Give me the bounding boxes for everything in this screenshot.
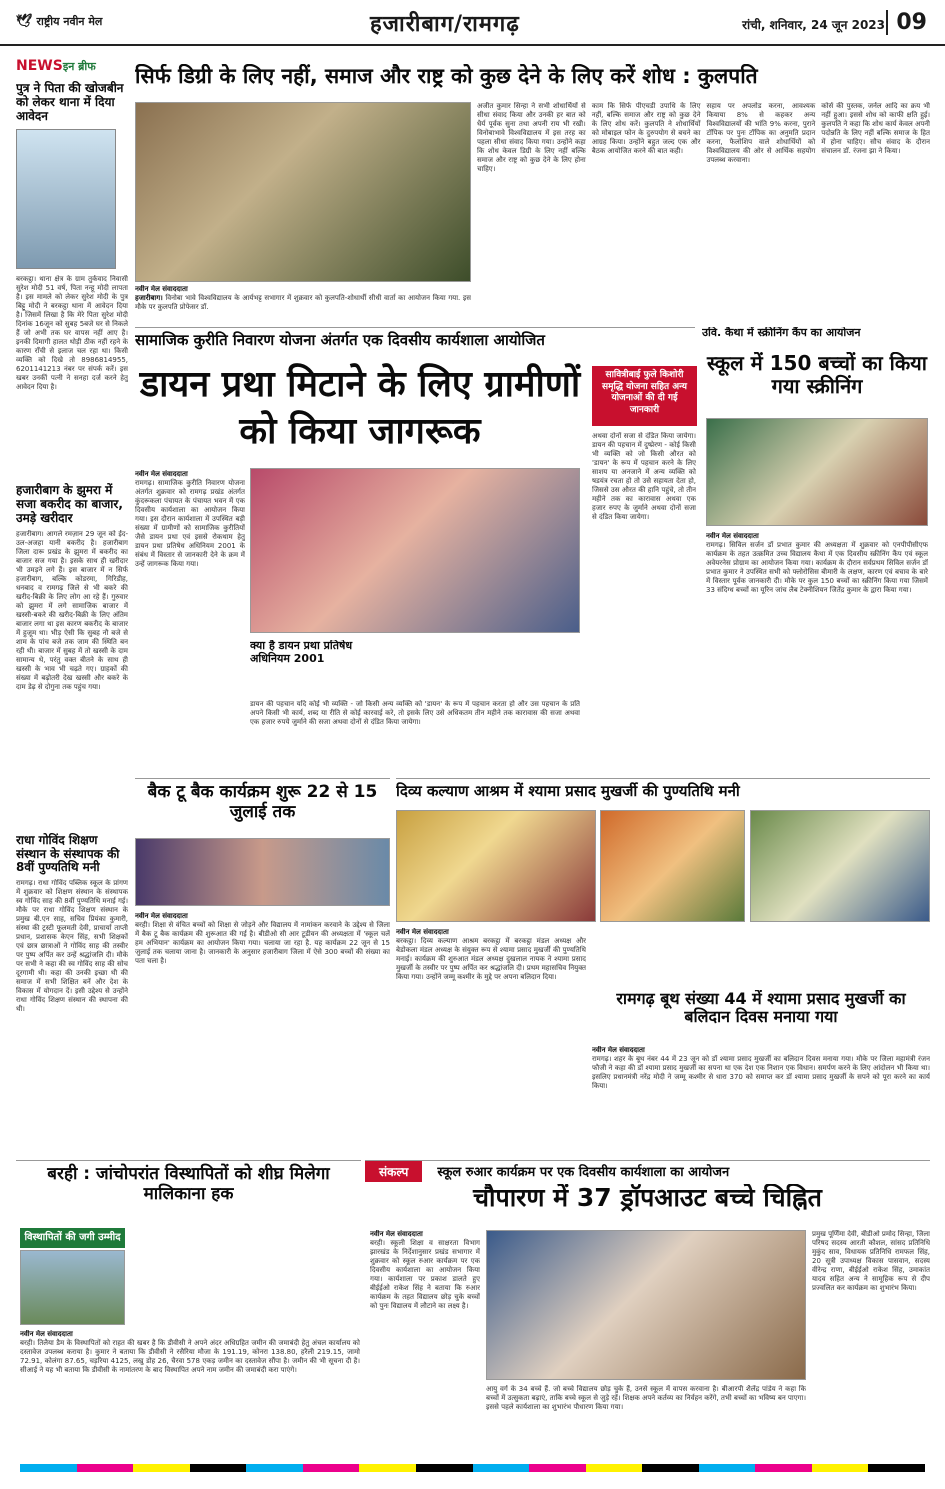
- divya-headline-wrap: [396, 778, 930, 808]
- barhi-headline: बरही : जांचोपरांत विस्थापितों को शीघ्र मिलेगा मालिकाना हक: [47, 1164, 330, 1204]
- screening-body: [706, 532, 928, 772]
- bank-headline: बैक टू बैक कार्यक्रम शुरू 22 से 15 जुलाई तक: [147, 782, 378, 822]
- chauparan-kicker: स्कूल रुआर कार्यक्रम पर एक दिवसीय कार्यशाला का आयोजन: [437, 1165, 730, 1180]
- lead-dateline: हजारीबाग।: [135, 294, 163, 302]
- screening-headline-wrap: [706, 352, 928, 414]
- chauparan-text2: आयु वर्ग के 34 बच्चे हैं. जो बच्चे विद्यालय छोड़ चुके हैं, उनसे स्कूल में वापस करवाना है। बीआरपी शैलेंद्र पांडेय ने कहा कि बच्चों में उत्सुकता बढ़ाएं, ताकि बच्चे स्कूल से जुड़े रहें। शिक्षक अपने कर्तव्य का निर्वहन करेंगे, तभी बच्चों का भविष्य बन पाएगा। इससे पहले कार्यशाला का शुभारंभ पौधारण किया गया।: [486, 1385, 806, 1411]
- lead-text-col1: अजीत कुमार सिन्हा ने सभी शोधार्थियों से सीधा संवाद किया और उनकी हर बात को धैर्य पूर्वक सुना तथा अपनी राय भी रखी। विनोबाभावे विश्वविद्यालय में इस तरह का पहला सीधा संवाद किया गया। उन्होंने कहा कि शोध केवल डिग्री के लिए नहीं बल्कि समाज और राष्ट्र को कुछ देने के लिए होना चाहिए।: [477, 102, 586, 173]
- brief-person-photo: [16, 129, 116, 269]
- chauparan-text3: प्रमुख पूर्णिमा देवी, बीडीओ प्रमोद सिन्हा, जिला परिषद सदस्य आरती कौशल, सांसद प्रतिनिधि मुकुंद साव, विधायक प्रतिनिधि रामफल सिंह, 20 सूत्री उपाध्यक्ष विकास पासवान, सदस्य वीरेन्द्र राणा, बीईईओ राकेश सिंह, उमाकांत यादव सहित अन्य ने सामूहिक रूप से दीप प्रज्वलित कर कार्यक्रम का शुभारंभ किया।: [812, 1230, 930, 1292]
- barhi-byline: नवीन मेल संवाददाता: [20, 1330, 73, 1338]
- lead-headline-wrap: [135, 64, 930, 100]
- edition-date: रांची, शनिवार, 24 जून 2023: [742, 18, 885, 32]
- brand-label: राष्ट्रीय नवीन मेल: [36, 15, 103, 28]
- brief-label-news: NEWS: [16, 58, 63, 74]
- chauparan-tag: संकल्प: [365, 1161, 422, 1182]
- dayan-headline: डायन प्रथा मिटाने के लिए ग्रामीणों को किया जागरूक: [139, 364, 581, 452]
- dayan-text2: डायन की पहचान यदि कोई भी व्यक्ति - जो किसी अन्य व्यक्ति को 'डायन' के रूप में पहचान करता हो और उस पहचान के प्रति अपने किसी भी कार्य, शब्द या रीति से कोई कारवाई करे, तो इसके लिए उसे अधिकतम तीन महीने तक कारावास की सजा अथवा एक हजार रुपये जुर्माने की सजा अथवा दोनों से दंडित किया जायेगा।: [250, 700, 580, 726]
- divya-sub-headline: रामगढ़ बूथ संख्या 44 में श्यामा प्रसाद मुखर्जी का बलिदान दिवस मनाया गया: [616, 990, 906, 1027]
- print-color-bar: [20, 1464, 925, 1472]
- lead-caption-2: सीधी वार्ता का आयोजन किया गया. इस मौके पर कुलपति प्रोफेसर डॉ.: [135, 294, 471, 311]
- screening-headline: स्कूल में 150 बच्चों का किया गया स्क्रीनिंग: [707, 352, 927, 398]
- divya-text: बरकट्ठा। दिव्य कल्याण आश्रम बरकट्ठा में बरकट्ठा मंडल अध्यक्ष और बेडोकला मंडल अध्यक्ष के संयुक्त रूप से श्यामा प्रसाद मुखर्जी की पुण्यतिथि मनाई। कार्यक्रम की शुरुआत मंडल अध्यक्ष दुखलाल नायक ने श्यामा प्रसाद मुखर्जी के तस्वीर पर पुष्प अर्पित कर श्रद्धांजलि दी। प्रथम महासचिव नियुक्त किया गया। उन्होंने जम्मू कश्मीर के मुद्दे पर अपना बलिदान दिया।: [396, 937, 586, 981]
- chauparan-kicker-wrap: [365, 1160, 930, 1182]
- brief-story2-headline: हजारीबाग के झुमरा में सजा बकरीद का बाजार, उमड़े खरीदार: [16, 483, 123, 525]
- dayan-kicker-wrap: [135, 327, 695, 357]
- bank-headline-wrap: [135, 778, 390, 836]
- dayan-subhead-wrap: [250, 640, 360, 700]
- chauparan-photo: [486, 1230, 806, 1380]
- brief-label: [16, 58, 128, 74]
- lead-headline: सिर्फ डिग्री के लिए नहीं, समाज और राष्ट्र को कुछ देने के लिए करें शोध : कुलपति: [135, 64, 758, 88]
- screening-kicker: उवि. कैथा में स्क्रीनिंग कैंप का आयोजन: [702, 327, 861, 339]
- screening-text: रामगढ़। सिविल सर्जन डॉ प्रभात कुमार की अध्यक्षता में शुक्रवार को एनपीपीसीएफ कार्यक्रम के तहत उत्क्रमित उच्च विद्यालय कैथा में एक दिवसीय स्क्रीनिंग कैंप एवं स्कूल अवेयरनेस प्रोग्राम का आयोजन किया गया। कार्यक्रम के दौरान सर्वप्रथम सिविल सर्जन डॉ प्रभात कुमार ने उपस्थित सभी को फ्लोरोसिस बीमारी के लक्षण, कारण एवं बचाव के बारे में विस्तार पूर्वक जानकारी दी। मौके पर कुल 150 बच्चों का स्क्रीनिंग किया गया जिसमें 33 संदिग्ध बच्चों का यूरिन जांच लैब टेक्नीशियन जितेंद्र कुमार के द्वारा किया गया।: [706, 541, 928, 594]
- barhi-photo: [20, 1250, 125, 1325]
- divya-body: [396, 928, 586, 1153]
- divya-sub-text: रामगढ़। शहर के बूथ नंबर 44 में 23 जून को डॉ श्यामा प्रसाद मुखर्जी का बलिदान दिवस मनाया गया। मौके पर जिला महामंत्री रंजन फौजी ने कहा की डॉ श्यामा प्रसाद मुखर्जी का सपना था एक देश एक निशान एक विधान। समर्पण करने के लिए आंदोलन भी किया था। इसलिए प्रधानमंत्री नरेंद्र मोदी ने जम्मू कश्मीर से धारा 370 को समाप्त कर डॉ श्यामा प्रसाद मुखर्जी के सपने को पूरा करने का कार्य किया।: [592, 1055, 930, 1090]
- brief-story2-text: हजारीबाग। आगले रमज़ान 29 जून को ईद-उल-अजहा यानी बकरीद है। हजारीबाग जिला दारू प्रखंड के झुमरा में बकरीद का बाजार सज गया है। इसके साथ ही खरीदार भी उमड़ने लगे हैं। इस बाजार में न सिर्फ हजारीबाग, बल्कि कोडरमा, गिरिडीह, धनबाद व रामगढ़ जिले से भी बकरे की खरीद-बिक्री के लिए लोग आ रहे हैं। गुरुवार को झुमरा में लगे सामाजिक बाजार में खस्सी-बकरे की खरीद-बिक्री के लिए अंतिम बाजार लगा था इस कारण बकरीद के बाजार में हुजूम था। भीड़ ऐसी कि सुबह नौ बजे से शाम के पांच बजे तक जाम की स्थिति बन रही थी। बाजार में सुबह में तो खस्सी के दाम सामान्य थे, परंतु वक्त बीतने के साथ ही खस्सी के भाव भी चढ़ते गए। ग्राहकों की संख्या में बढ़ोतरी देख खस्सी और बकरे के दाम डेढ़ से दोगुना तक पहुंच गया।: [16, 529, 128, 691]
- chauparan-headline: चौपारण में 37 ड्रॉपआउट बच्चे चिह्नित: [473, 1184, 822, 1212]
- lead-text-col3: सहाय पर अपलोड करना, आवश्यक कियाया 8% से कहकर अन्य विश्वविद्यालयों की भांति 9% करना, पुराने टॉपिक पर पुनः टॉपिक का अनुमति प्रदान करना, फैलोशिप वाले शोधार्थियों को विश्वविद्यालय की ओर से आर्थिक सहयोग उपलब्ध करवाना।: [706, 102, 816, 164]
- page-number: 09: [886, 10, 927, 35]
- screening-kicker-wrap: [702, 327, 930, 347]
- brief-story1-headline: पुत्र ने पिता की खोजबीन को लेकर थाना में दिया आवेदन: [16, 81, 124, 123]
- lead-text-col4: कोर्स की पुस्तक, जर्नल आदि का क्रय भी नहीं हुआ। इससे शोध को काफी क्षति हुई। कुलपति ने कहा कि शोध कार्य केवल अपनी पदोन्नति के लिए नहीं बल्कि समाज के हित में होना चाहिए। सौच संवाद के दौरान संचालन डॉ. रंजना झा ने किया।: [821, 102, 930, 155]
- bird-logo-icon: 🕊: [16, 14, 33, 29]
- dayan-text-col1: [135, 470, 245, 770]
- divya-headline: दिव्य कल्याण आश्रम में श्यामा प्रसाद मुखर्जी की पुण्यतिथि मनी: [396, 782, 740, 800]
- lead-photo: [135, 102, 471, 282]
- screening-byline: नवीन मेल संवाददाता: [706, 532, 759, 540]
- brief-story3-headline: राधा गोविंद शिक्षण संस्थान के संस्थापक की 8वीं पुण्यतिथि मनी: [16, 832, 120, 875]
- screening-photo: [706, 418, 928, 526]
- bank-photo: [135, 838, 390, 906]
- masthead: [0, 0, 945, 46]
- divya-photo-3: [750, 810, 930, 922]
- barhi-photo-banner: विस्थापितों की जगी उम्मीद: [20, 1228, 125, 1248]
- dayan-photo: [250, 468, 580, 633]
- chauparan-byline: नवीन मेल संवाददाता: [370, 1230, 423, 1238]
- divya-photo-2: [600, 810, 745, 922]
- lead-caption: [135, 285, 471, 319]
- bank-byline: नवीन मेल संवाददाता: [135, 912, 188, 920]
- barhi-text: बरही। तिलैया डैम के विस्थापितों को राहत की खबर है कि डीवीसी ने अपने अंदर अधिग्रहित जमीन की जमाबंदी हेतु अंचल कार्यालय को दस्तावेज उपलब्ध कराया है। कुमार ने बताया कि डीवीसी ने रसैरिया मौजा के 191.19, कोनरा 138.80, हरैली 219.15, जामो 72.91, कोलंगा 87.65, चड़रिया 4125, लखु डोह 26, चैरवा 578 एकड़ जमीन का दस्तावेज सौंपा है। जमीन की भी सूचना दी है। सीआई ने यह भी बताया कि डीवीसी के नामांतरण के बाद विस्थापित अपने नाम जमीन की जमाबंदी करा पाएंगे।: [20, 1339, 360, 1374]
- brief-label-inbrief: इन ब्रीफ: [62, 60, 96, 73]
- dayan-byline: नवीन मेल संवाददाता: [135, 470, 188, 478]
- brief-story1-text: बरकट्ठा। थाना क्षेत्र के ग्राम तुर्कवाद निवासी सुरेश मोदी 51 वर्ष, पिता नन्हू मोदी लापता है। इस मामले को लेकर सुरेश मोदी के पुत्र बिट्टू मोदी ने बरकट्ठा थाना में आवेदन दिया है। जिसमें लिखा है कि मेरे पिता सुरेश मोदी दिनांक 16जून को सुबह 5बजे घर से निकले हैं जो अभी तक घर वापस नहीं आए है। इनकी दिमागी हालत थोड़ी ठीक नहीं रहने के कारण राँची से इलाज चल रहा था। किसी व्यक्ति को दिखे तो 8986814955, 6201141213 नंबर पर संपर्क करें। इस खबर उनकीं पत्नी ने सनहा दर्ज करने हेतु आवेदन दिया है।: [16, 275, 128, 392]
- brand-name: [16, 14, 102, 29]
- dayan-subhead: क्या है डायन प्रथा प्रतिषेध अधिनियम 2001: [250, 640, 353, 665]
- divya-sub-byline: नवीन मेल संवाददाता: [592, 1046, 645, 1054]
- dayan-headline-wrap: [135, 362, 585, 462]
- divya-byline: नवीन मेल संवाददाता: [396, 928, 449, 936]
- lead-byline: नवीन मेल संवाददाता: [135, 285, 188, 293]
- brief-story3-text: रामगढ़। राधा गोविंद पब्लिक स्कूल के प्रांगण में शुक्रवार को शिक्षण संस्थान के संस्थापक स्व गोविंद साह की 8वीं पुण्यतिथि मनाई गई। मौके पर राधा गोविंद शिक्षण संस्थान के प्रमुख बी.एन साह, सचिव प्रियंका कुमारी, संस्था की ट्रस्टी फूलमती देवी, प्राचार्या ताप्ती प्रधान, प्रशासक केएन सिंह, सभी शिक्षकों एवं छात्र छात्राओं ने गोविंद साह की तस्वीर पर पुष्प अर्पित कर उन्हें श्रद्धांजलि दी। मौके पर सभी ने कहा की स्व गोविंद साह की सोच दूरगामी थी। कहा की उनकी इच्छा थी की समाज में सभी शिक्षित बनें और देश के विकास में योगदान दें। इसी उद्देश्य से उन्होंने राधा गोविंद शिक्षण संस्थान की स्थापना की थी।: [16, 879, 128, 1014]
- chauparan-text1: बरही। स्कूली शिक्षा व साक्षरता विभाग झारखंड के निर्देशानुसार प्रखंड सभागार में शुक्रवार को स्कूल रुआर कार्यक्रम पर एक दिवसीय कार्यशाला का आयोजन किया गया। कार्यशाला पर प्रकाश डालते हुए बीईईओ राकेश सिंह ने बताया कि रुआर कार्यक्रम के तहत विद्यालय छोड़ चुके बच्चों को पुनः विद्यालय में लौटाने का लक्ष्य है।: [370, 1239, 480, 1310]
- section-title: हजारीबाग/रामगढ़: [370, 12, 520, 37]
- chauparan-body1: [370, 1230, 480, 1460]
- lead-text-col2: काम कि सिर्फ पीएचडी उपाधि के लिए नहीं, बल्कि समाज और राष्ट्र को कुछ देने के लिए शोध करें। कुलपति ने शोधार्थियों को मोबाइल फोन के दुरुपयोग से बचने का आग्रह किया। उन्होंने बहुत जल्द एक और बैठक आयोजित करने की बात कही।: [591, 102, 701, 155]
- chauparan-headline-wrap: [365, 1184, 930, 1224]
- lead-caption-1: विनोबा भावे विश्वविद्यालय के आर्यभट्ट सभागार में शुक्रवार को कुलपति-शोधार्थी: [165, 294, 367, 302]
- bank-text: बरही। शिक्षा से वंचित बच्चों को शिक्षा से जोड़ने और विद्यालय में नामांकन करवाने के उद्देश्य से जिला में बैक टू बैक कार्यक्रम की शुरूआत की गई है। बीडीओ सी आर टूडीवन की अध्यक्षता में 'स्कूल चलें हम अभियान' कार्यक्रम का आयोजन किया गया। चलाया जा रहा है. यह कार्यक्रम 22 जून से 15 जुलाई तक चलाया जाना है। जानकारी के अनुसार हजारीबाग जिला में ऐसे 300 बच्चों की संख्या का पता चला है।: [135, 921, 390, 965]
- lead-body: [477, 102, 930, 320]
- barhi-headline-wrap: [16, 1160, 361, 1224]
- dayan-kicker: सामाजिक कुरीति निवारण योजना अंतर्गत एक दिवसीय कार्यशाला आयोजित: [135, 331, 545, 349]
- brief-column: [16, 58, 128, 1238]
- bank-body: [135, 912, 390, 1152]
- divya-sub-headline-wrap: [592, 990, 930, 1042]
- dayan-text3: अथवा दोनों सजा से दंडित किया जायेगा। डायन की पहचान में दुष्प्रेरण - कोई किसी भी व्यक्ति को जो किसी औरत को 'डायन' के रूप में पहचान करने के लिए साशय या अनजाने में अन्य व्यक्ति को षडयंत्र रचता हो तो उसे सहायता देता हो, जिससे उस औरत की हानि पहुंचे, तो तीन महीने तक का कारावास अथवा एक हजार रुपए के जुर्माने अथवा दोनों सजा से दंडित किया जायेगा।: [592, 432, 696, 521]
- barhi-body: [20, 1330, 360, 1460]
- dayan-sidebox: सावित्रीबाई फुले किशोरी समृद्धि योजना सहित अन्य योजनाओं की दी गई जानकारी: [592, 366, 697, 426]
- divya-sub-body: [592, 1046, 930, 1152]
- dayan-text1: रामगढ़। सामाजिक कुरीति निवारण योजना अंतर्गत शुक्रवार को रामगढ़ प्रखंड अंतर्गत कुंदरूकला पंचायत के पंचायत भवन में एक दिवसीय कार्यशाला का आयोजन किया गया। इस दौरान कार्यशाला में उपस्थित बड़ी संख्या में ग्रामीणों को सामाजिक कुरीतियों जैसे डायन प्रथा एवं इससे रोकथाम हेतु डायन प्रथा प्रतिषेध अधिनियम 2001 के संबंध में विस्तार से जानकारी देने के क्रम में उन्हें जागरूक किया गया।: [135, 479, 245, 568]
- divya-photo-1: [396, 810, 596, 922]
